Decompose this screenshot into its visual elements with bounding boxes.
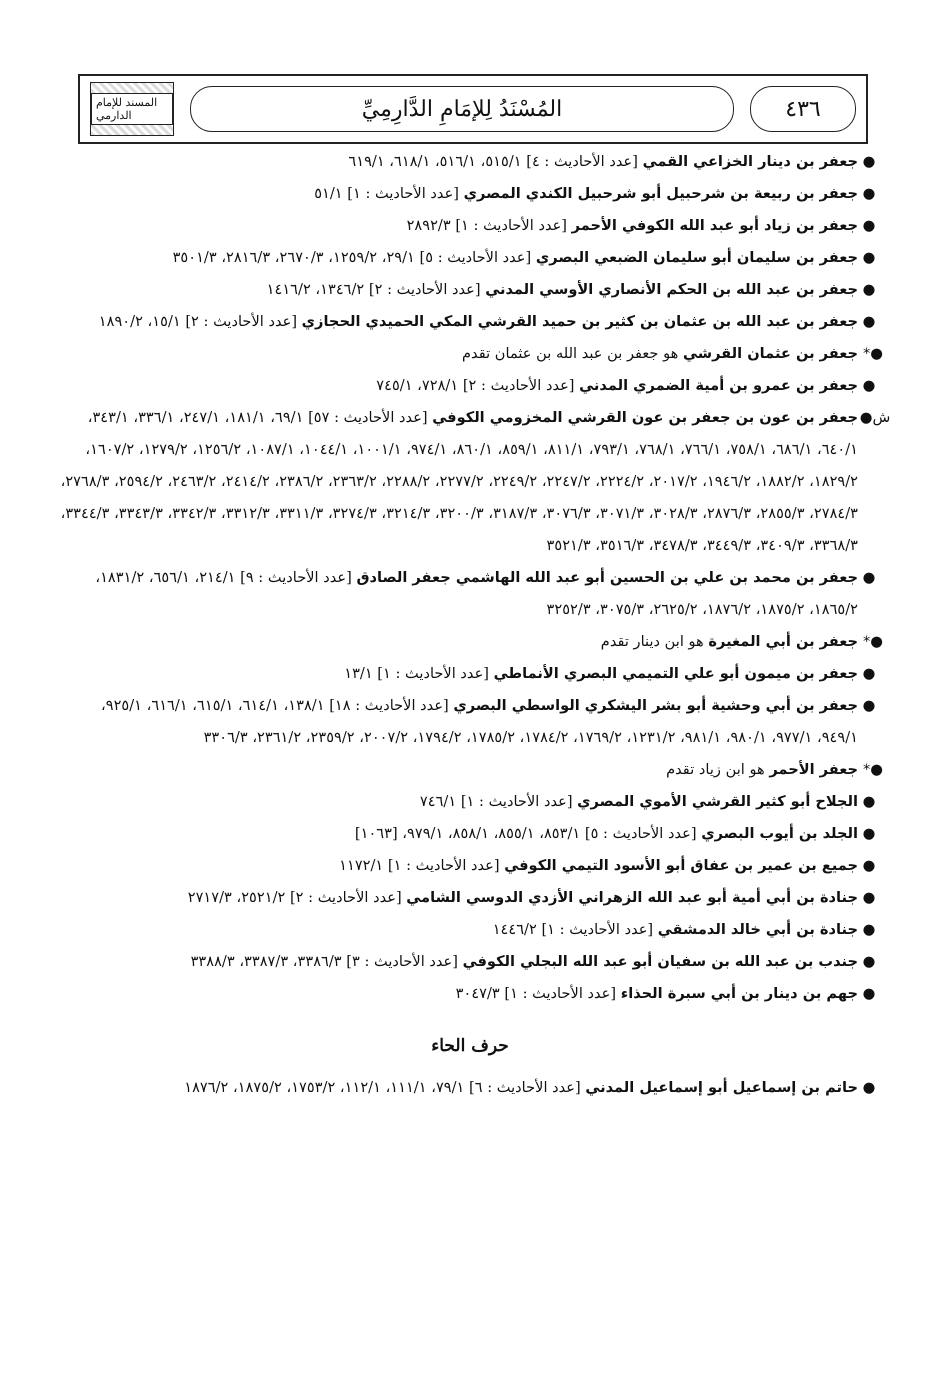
narrator-name: جعفر بن ربيعة بن شرحبيل أبو شرحبيل الكندي المصري [463,185,858,202]
hadith-references: [عدد الأحاديث : ١] ٥١/١ [314,185,464,202]
narrator-name: الجلاح أبو كثير القرشي الأموي المصري [577,793,858,810]
index-entry [60,946,880,978]
hadith-references: [عدد الأحاديث : ١] ١٣/١ [344,665,494,682]
hadith-references: هو ابن دينار تقدم [600,633,709,650]
index-entry [60,850,880,882]
left-ornament-emblem [90,82,174,136]
bullet-icon: ● [862,153,876,170]
narrator-name: الجلد بن أيوب البصري [701,825,858,842]
bullet-icon: ● [862,665,876,682]
bullet-icon: ● [862,313,876,330]
index-entry [60,338,884,370]
bullet-icon: ● [862,697,876,714]
hadith-references: [عدد الأحاديث : ٢] ٢٥٢١/٢، ٢٧١٧/٣ [187,889,407,906]
index-content [60,146,891,1104]
bullet-icon: ●* [862,633,884,650]
bullet-icon: ● [862,569,876,586]
bullet-icon: ش● [859,409,891,426]
hadith-references: [عدد الأحاديث : ٤] ٥١٥/١، ٥١٦/١، ٦١٨/١، ٦١٩/١ [348,153,643,170]
narrator-name: جهم بن دينار بن أبي سبرة الحذاء [620,985,858,1002]
section-title: حرف الحاء [431,1036,509,1056]
hadith-references: [عدد الأحاديث : ١] ٣٠٤٧/٣ [455,985,621,1002]
narrator-name: جندب بن عبد الله بن سفيان أبو عبد الله البجلي الكوفي [462,953,858,970]
bullet-icon: ● [862,377,876,394]
index-entry [60,882,880,914]
bullet-icon: ● [862,185,876,202]
hadith-references: [عدد الأحاديث : ٥] ٢٩/١، ١٢٥٩/٢، ٢٦٧٠/٣، ٢٨١٦/٣، ٣٥٠١/٣ [172,249,536,266]
hadith-references: [عدد الأحاديث : ٩] ٢١٤/١، ٦٥٦/١، ١٨٣١/٢، ١٨٦٥/٢، ١٨٧٥/٢، ١٨٧٦/٢، ٢٦٢٥/٢، ٣٠٧٥/٣، ٣٢٥٢/٣ [95,569,858,618]
index-entry [60,306,880,338]
bullet-icon: ● [862,953,876,970]
index-entry [60,818,880,850]
narrator-name: جعفر الأحمر [769,761,858,778]
narrator-name: جعفر بن محمد بن علي بن الحسين أبو عبد الله الهاشمي جعفر الصادق [356,569,858,586]
hadith-references: [عدد الأحاديث : ١] ٧٤٦/١ [419,793,578,810]
hadith-references: [عدد الأحاديث : ١] ١١٧٢/١ [339,857,505,874]
index-entry [60,146,880,178]
narrator-name: جعفر بن عون بن جعفر بن عون القرشي المخزومي الكوفي [432,409,858,426]
bullet-icon: ●* [862,345,884,362]
bullet-icon: ● [862,249,876,266]
narrator-name: جعفر بن زياد أبو عبد الله الكوفي الأحمر [571,217,858,234]
bullet-icon: ● [862,889,876,906]
ornament-label: المسند للإمام الدارمي [91,93,173,125]
hadith-references: [عدد الأحاديث : ٥٧] ٦٩/١، ١٨١/١، ٢٤٧/١، ٣٣٦/١، ٣٤٣/١، ٦٤٠/١، ٦٨٦/١، ٧٥٨/١، ٧٦٦/١، ٧٦٨/١، ٧٩٣/١، ٨١١/١، ٨٥٩/١، ٨٦٠/١، ٩٧٤/١، ١٠٠١/١، ١٠٤٤/١، ١٠٨٧/١، ١٢٥٦/٢، ١٢٧٩/٢، ١٦٠٧/٢، ١٨٢٩/٢، ١٨٨٢/٢، ١٩٤٦/٢، ٢٠١٧/٢، ٢٢٢٤/٢، ٢٢٤٧/٢، ٢٢٤٩/٢، ٢٢٧٧/٢، ٢٢٨٨/٢، ٢٣٦٣/٢، ٢٣٨٦/٢، ٢٤١٤/٢، ٢٤٦٣/٢، ٢٥٩٤/٢، ٢٧٦٨/٣، ٢٧٨٤/٣، ٢٨٥٥/٣، ٢٨٧٦/٣، ٣٠٢٨/٣، ٣٠٧١/٣، ٣٠٧٦/٣، ٣١٨٧/٣، ٣٢٠٠/٣، ٣٢١٤/٣، ٣٢٧٤/٣، ٣٣١١/٣، ٣٣١٢/٣، ٣٣٤٢/٣، ٣٣٤٣/٣، ٣٣٤٤/٣، ٣٣٦٨/٣، ٣٤٠٩/٣، ٣٤٤٩/٣، ٣٤٧٨/٣، ٣٥١٦/٣، ٣٥٢١/٣ [60,409,858,554]
narrator-name: جميع بن عمير بن عفاق أبو الأسود التيمي الكوفي [504,857,858,874]
index-entry [60,658,880,690]
hadith-references: هو جعفر بن عبد الله بن عثمان تقدم [462,345,683,362]
narrator-name: جعفر بن أبي المغيرة [708,633,858,650]
bullet-icon: ● [862,857,876,874]
entry-list [60,146,891,1010]
index-entry [60,562,880,626]
narrator-name: جعفر بن عثمان القرشي [682,345,858,362]
page-header [78,74,868,144]
page-number: ٤٣٦ [750,86,856,132]
hadith-references: [عدد الأحاديث : ١] ٢٨٩٢/٣ [406,217,572,234]
narrator-name: جعفر بن عبد الله بن عثمان بن كثير بن حميد القرشي المكي الحميدي الحجازي [301,313,858,330]
bullet-icon: ●* [862,761,884,778]
narrator-name: جعفر بن ميمون أبو علي التميمي البصري الأنماطي [493,665,858,682]
bullet-icon: ● [862,793,876,810]
bullet-icon: ● [862,281,876,298]
hadith-references: [عدد الأحاديث : ٥] ٨٥٣/١، ٨٥٥/١، ٨٥٨/١، ٩٧٩/١، [١٠٦٣] [354,825,702,842]
entry-list-2 [60,1072,880,1104]
index-entry [60,786,880,818]
index-entry [60,690,880,754]
hadith-references: [عدد الأحاديث : ٢] ١٥/١، ١٨٩٠/٢ [98,313,302,330]
index-entry [60,210,880,242]
narrator-name: جعفر بن أبي وحشية أبو بشر اليشكري الواسطي البصري [453,697,858,714]
hadith-references: [عدد الأحاديث : ١٨] ١٣٨/١، ٦١٤/١، ٦١٥/١، ٦١٦/١، ٩٢٥/١، ٩٤٩/١، ٩٧٧/١، ٩٨٠/١، ٩٨١/١، ١٢٣١/٢، ١٧٦٩/٢، ١٧٨٤/٢، ١٧٨٥/٢، ١٧٩٤/٢، ٢٠٠٧/٢، ٢٣٥٩/٢، ٢٣٦١/٢، ٣٣٠٦/٣ [101,697,858,746]
narrator-name: جعفر بن سليمان أبو سليمان الضبعي البصري [535,249,858,266]
bullet-icon: ● [862,217,876,234]
narrator-name: جعفر بن عبد الله بن الحكم الأنصاري الأوسي المدني [485,281,858,298]
index-entry [60,402,891,562]
index-entry [60,754,884,786]
narrator-name: جنادة بن أبي أمية أبو عبد الله الزهراني الأزدي الدوسي الشامي [406,889,858,906]
bullet-icon: ● [862,825,876,842]
index-entry [60,626,884,658]
hadith-references: [عدد الأحاديث : ٢] ٧٢٨/١، ٧٤٥/١ [376,377,580,394]
narrator-name: جنادة بن أبي خالد الدمشقي [657,921,858,938]
hadith-references: [عدد الأحاديث : ٣] ٣٣٨٦/٣، ٣٣٨٧/٣، ٣٣٨٨/٣ [190,953,463,970]
bullet-icon: ● [862,921,876,938]
index-entry [60,1072,880,1104]
narrator-name: حاتم بن إسماعيل أبو إسماعيل المدني [585,1079,858,1096]
hadith-references: [عدد الأحاديث : ٦] ٧٩/١، ١١١/١، ١١٢/١، ١٧٥٣/٢، ١٨٧٥/٢، ١٨٧٦/٢ [184,1079,586,1096]
index-entry [60,914,880,946]
narrator-name: جعفر بن دينار الخزاعي القمي [642,153,858,170]
bullet-icon: ● [862,985,876,1002]
index-entry [60,178,880,210]
index-entry [60,370,880,402]
narrator-name: جعفر بن عمرو بن أمية الضمري المدني [579,377,858,394]
bullet-icon: ● [862,1079,876,1096]
hadith-references: [عدد الأحاديث : ٢] ١٣٤٦/٢، ١٤١٦/٢ [266,281,486,298]
hadith-references: هو ابن زياد تقدم [666,761,770,778]
index-entry [60,978,880,1010]
index-entry [60,242,880,274]
book-title: المُسْنَدُ لِلإمَامِ الدَّارِمِيِّ [190,86,734,132]
index-entry [60,274,880,306]
hadith-references: [عدد الأحاديث : ١] ١٤٤٦/٢ [492,921,658,938]
